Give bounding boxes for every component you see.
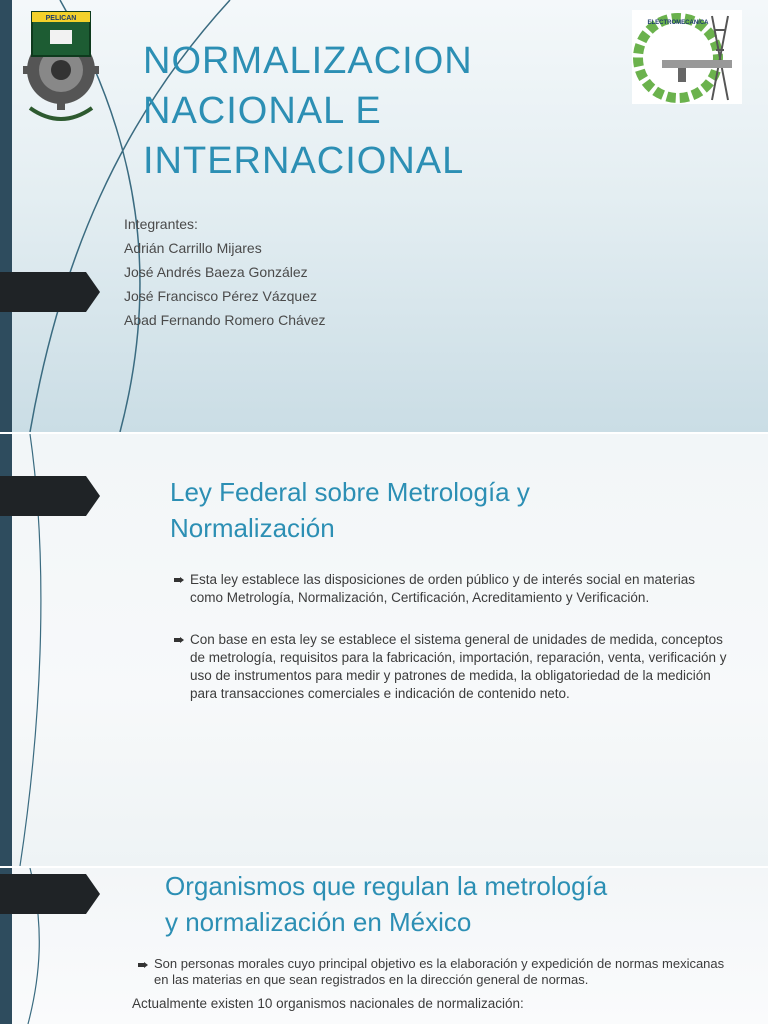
- bullet-list: [138, 956, 738, 988]
- slide-organismos: [0, 868, 768, 1024]
- section-title: [165, 868, 745, 940]
- arrow-bullet-icon: [174, 577, 184, 583]
- title-line: y normalización en México: [165, 907, 472, 937]
- member-name: José Francisco Pérez Vázquez: [124, 288, 317, 304]
- arrow-marker: [0, 874, 100, 914]
- bullet-text: Son personas morales cuyo principal objetivo es la elaboración y expedición de normas mexicanas en las materias en que sean registrados en la dirección general de normas.: [154, 956, 725, 987]
- bullet-item: [174, 631, 729, 703]
- bullet-item: [138, 956, 738, 988]
- presentation-title: [143, 36, 563, 186]
- member-name: Abad Fernando Romero Chávez: [124, 312, 326, 328]
- title-line: Normalización: [170, 513, 335, 543]
- title-line: Ley Federal sobre Metrología y: [170, 477, 530, 507]
- arrow-bullet-icon: [138, 962, 148, 968]
- members-label: Integrantes:: [124, 216, 198, 232]
- title-line: NACIONAL E: [143, 90, 382, 132]
- bullet-list: [174, 571, 729, 727]
- member-name: Adrián Carrillo Mijares: [124, 240, 262, 256]
- engineering-logo: [632, 10, 742, 104]
- logo-right-text: ELECTROMECANICA: [647, 20, 709, 26]
- title-line: Organismos que regulan la metrología: [165, 871, 608, 901]
- section-title: [170, 474, 730, 546]
- arrow-bullet-icon: [174, 637, 184, 643]
- arrow-marker: [0, 272, 100, 312]
- slide-title: [0, 0, 768, 432]
- title-line: INTERNACIONAL: [143, 140, 465, 182]
- members-list: [124, 212, 326, 332]
- bullet-item: [174, 571, 729, 607]
- bullet-text: Con base en esta ley se establece el sistema general de unidades de medida, conceptos de metrología, requisitos para la fabricación, importación, reparación, venta, verificación y uso de instrumentos para medir y patrones de medida, la obligatoriedad de la medición para transacciones comerciales e indicación de contenido neto.: [190, 632, 727, 701]
- slide-ley-federal: [0, 434, 768, 866]
- title-line: NORMALIZACION: [143, 40, 473, 82]
- school-logo: [20, 8, 102, 126]
- member-name: José Andrés Baeza González: [124, 264, 308, 280]
- logo-text: PELICAN: [45, 15, 77, 22]
- arrow-marker: [0, 476, 100, 516]
- organismos-count-text: Actualmente existen 10 organismos nacionales de normalización:: [132, 996, 524, 1011]
- bullet-text: Esta ley establece las disposiciones de orden público y de interés social en materias como Metrología, Normalización, Certificación, Acreditamiento y Verificación.: [190, 572, 696, 605]
